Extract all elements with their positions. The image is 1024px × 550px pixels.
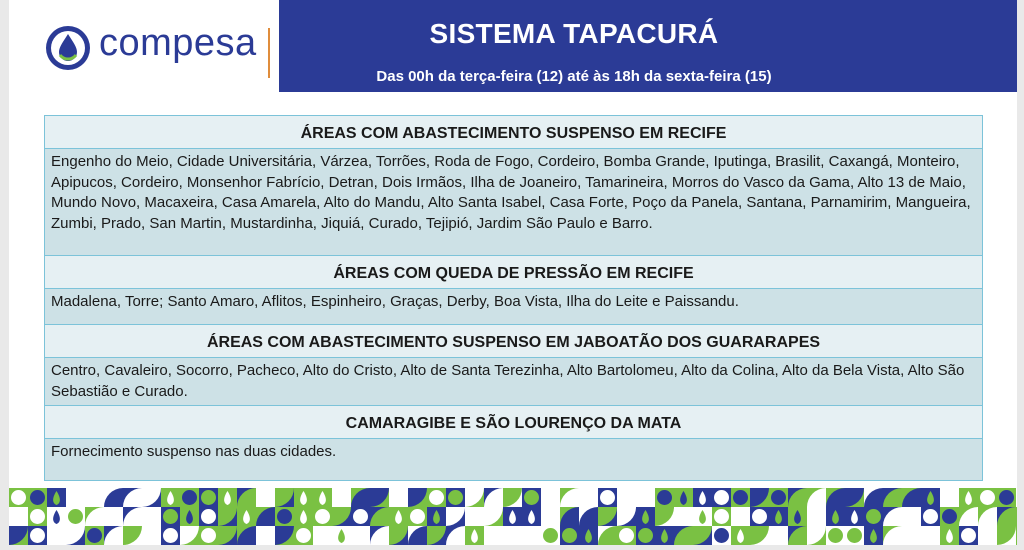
section-jaboatao-suspended [45,325,982,406]
section-body: Engenho do Meio, Cidade Universitária, Várzea, Torrões, Roda de Fogo, Cordeiro, Bomba Grande, Iputinga, Brasilit, Caxangá, Monteiro, Apipucos, Cordeiro, Monsenhor Fabrício, Detran, Dois Irmãos, Ilha de Joaneiro, Tamarineira, Morros do Vasco da Gama, Alto 13 de Maio, Mundo Novo, Macaxeira, Casa Amarela, Alto do Mandu, Alto Santa Isabel, Casa Forte, Poço da Panela, Santana, Parnamirim, Mangueira, Zumbi, Prado, San Martin, Mustardinha, Jiquiá, Curado, Tejipió, Jardim São Paulo e Barro. [45,149,982,256]
areas-table [44,115,983,481]
section-heading: ÁREAS COM ABASTECIMENTO SUSPENSO EM JABOATÃO DOS GUARARAPES [45,325,982,358]
section-recife-pressure [45,256,982,325]
section-recife-suspended [45,116,982,256]
section-heading: ÁREAS COM QUEDA DE PRESSÃO EM RECIFE [45,256,982,289]
section-camaragibe [45,406,982,480]
page-subtitle: Das 00h da terça-feira (12) até às 18h da sexta-feira (15) [376,68,772,85]
slide [9,0,1017,545]
water-drop-icon [45,25,91,71]
section-heading: ÁREAS COM ABASTECIMENTO SUSPENSO EM RECIFE [45,116,982,149]
logo-text: compesa [99,22,257,64]
header-banner [9,0,1017,92]
section-body: Fornecimento suspenso nas duas cidades. [45,439,982,480]
page-title: SISTEMA TAPACURÁ [429,18,719,49]
drop-pattern-decoration [9,487,1017,545]
section-body: Centro, Cavaleiro, Socorro, Pacheco, Alto do Cristo, Alto de Santa Terezinha, Alto Bartolomeu, Alto da Colina, Alto da Bela Vista, Alto São Sebastião e Curado. [45,358,982,406]
logo-divider [268,28,270,78]
logo [9,0,279,92]
section-heading: CAMARAGIBE E SÃO LOURENÇO DA MATA [45,406,982,439]
section-body: Madalena, Torre; Santo Amaro, Aflitos, Espinheiro, Graças, Derby, Boa Vista, Ilha do Leite e Paissandu. [45,289,982,325]
